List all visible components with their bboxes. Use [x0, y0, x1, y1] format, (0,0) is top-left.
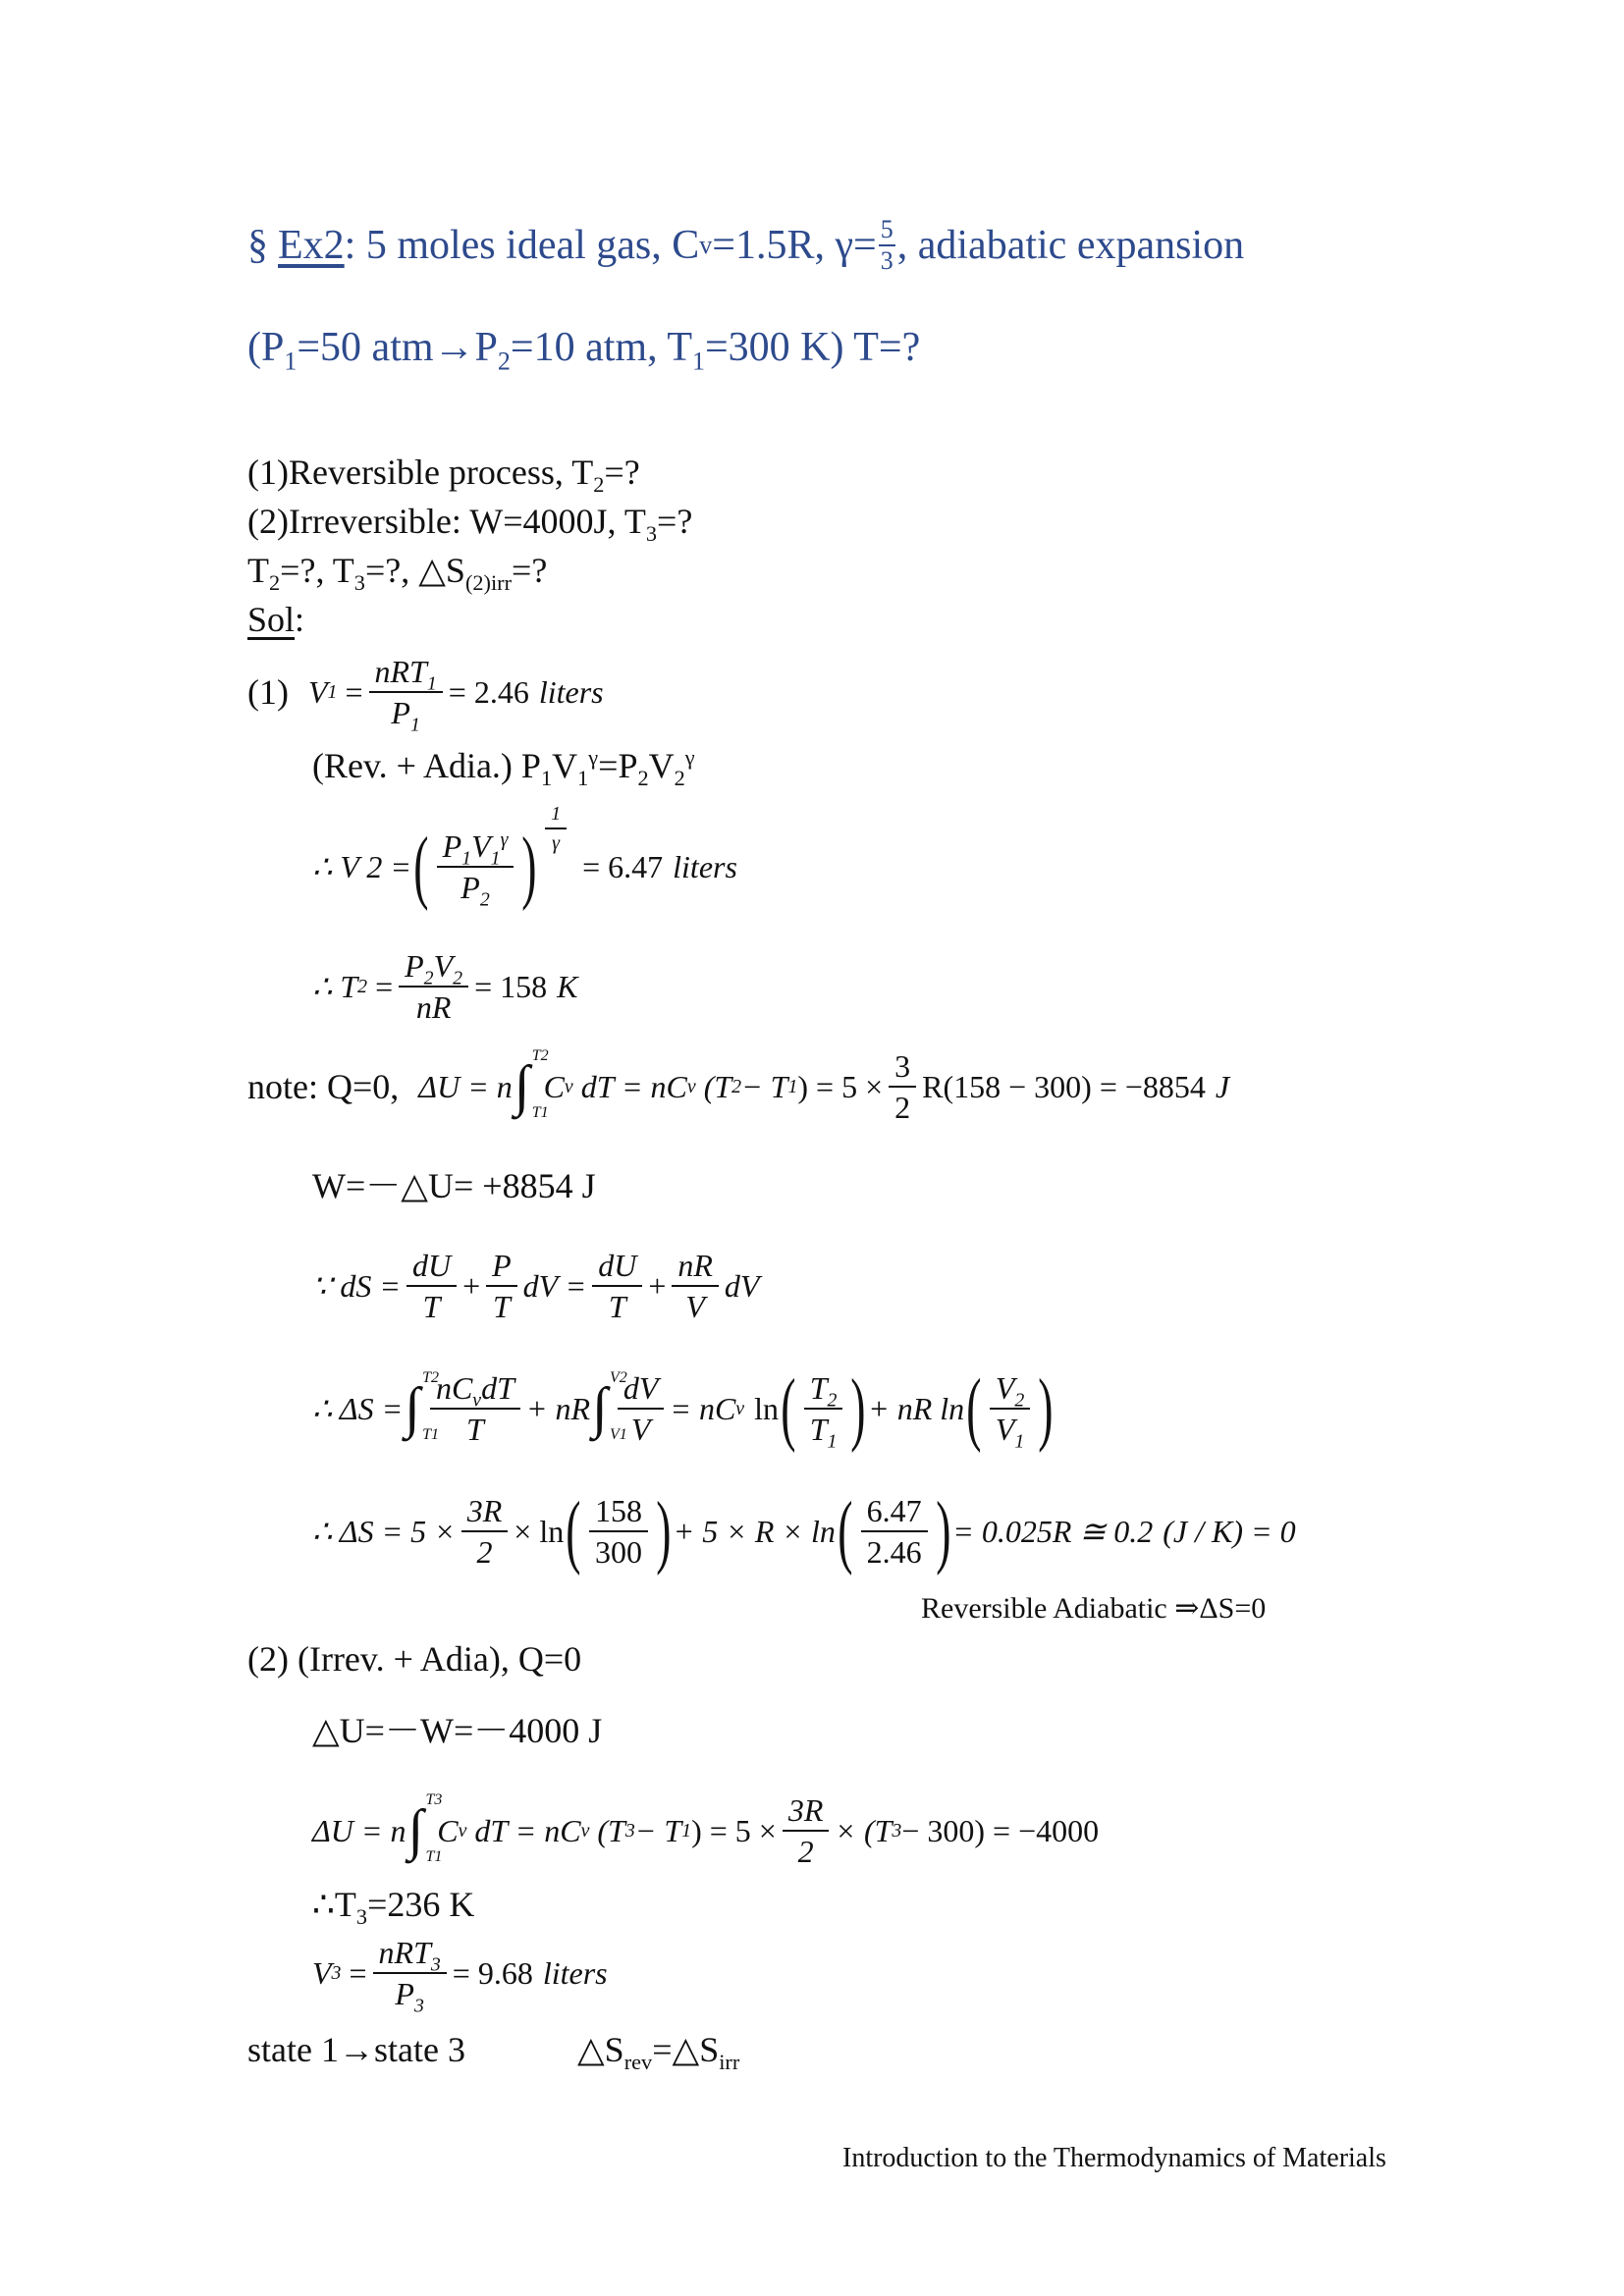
part2-du-line: △U=－W=－4000 J: [312, 1711, 603, 1750]
part2-du-equation: ΔU = n ∫ T3 T1 C v dT = nC v (T 3 − T 1 ) = 5 × $\frac{3R}{2}$ × (T 3 − 300) = −4000: [312, 1791, 1100, 1869]
t3-result: $\therefore T_3=236$ K: [312, 1885, 475, 1930]
delta-s-general: ∴ ΔS = ∫ T2 T1 $\frac{nC_vdT}{T}$ + nR ∫ V2 V1 $\frac{dV}{V}$ = nC v ln ( $\frac{T_2}{T_1}$ ) + nR ln ( $\frac{V_2}{V_1}$ ): [312, 1362, 1054, 1454]
problem-conditions: ($P_1=50$ $atm\to P_2=10$ atm, $T_1=300$ K) T=?: [247, 325, 921, 376]
part2-heading: (2) (Irrev. + Adia), Q=0: [247, 1639, 582, 1679]
footer-text: Introduction to the Thermodynamics of Materials: [842, 2143, 1386, 2173]
entropy-equality: $\triangle S_{rev}=\triangle S_{irr}$: [577, 2030, 740, 2075]
question-3: $T_2=$?, $T_3=$?, $\triangle S_{(2)irr}=$?: [247, 551, 548, 596]
internal-energy-equation: note: Q=0, ΔU = n ∫ T2 T1 C v dT = nC v (T 2 − T 1 ) = 5 × $\frac{3}{2}$ R(158 − 300) = −8854 J: [247, 1047, 1230, 1125]
work-line: W=－△U= +8854 J: [312, 1166, 596, 1205]
question-1: (1)Reversible process, $T_2=$?: [247, 453, 640, 498]
example-label: Ex2: [278, 223, 345, 268]
t2-equation: ∴ T 2 = $\frac{P_2V_2}{nR}$ = 158 K: [312, 948, 578, 1025]
integral-sign: ∫ T2 T1: [514, 1047, 549, 1121]
v3-equation: V 3 = $\frac{nRT_3}{P_3}$ = 9.68 liters: [312, 1935, 608, 2017]
state-transition: state 1→state 3: [247, 2030, 465, 2069]
reversible-adiabatic-note: Reversible Adiabatic ⇒ΔS=0: [921, 1592, 1267, 1625]
v2-equation: ∴ V 2 = ( $\frac{P_1V_1^\gamma}{P_2}$ ) $\frac{1}{\gamma}$ = 6.47 liters: [312, 803, 737, 911]
problem-title: § Ex2 : 5 moles ideal gas, C v =1.5R, γ= $\frac{5}{3}$ , adiabatic expansion: [247, 215, 1245, 275]
question-2: (2)Irreversible: W=4000J, $T_3=$?: [247, 502, 693, 547]
gamma-fraction: $\frac{5}{3}$: [880, 215, 893, 275]
reversible-adiabatic-relation: (Rev. + Adia.) $P_1V_1^\gamma=P_2V_2^\gamma$: [312, 745, 695, 791]
part1-label: (1): [247, 672, 289, 712]
ds-equation: ∵ dS = $\frac{dU}{T}$ + $\frac{P}{T}$ dV = $\frac{dU}{T}$ + $\frac{nR}{V}$ dV: [312, 1248, 760, 1324]
v1-equation: (1) V 1 = $\frac{nRT_1}{P_1}$ = 2.46 liters: [247, 654, 604, 736]
section-mark: §: [247, 223, 268, 268]
solution-label: Sol:: [247, 600, 305, 639]
delta-s-calculation: ∴ ΔS = 5 × $\frac{3R}{2}$ × ln ( $\frac{158}{300}$ ) + 5 × R × ln ( $\frac{6.47}{2.46}$ ) = 0.025R ≅ 0.2 (J / K) = 0: [312, 1485, 1296, 1576]
